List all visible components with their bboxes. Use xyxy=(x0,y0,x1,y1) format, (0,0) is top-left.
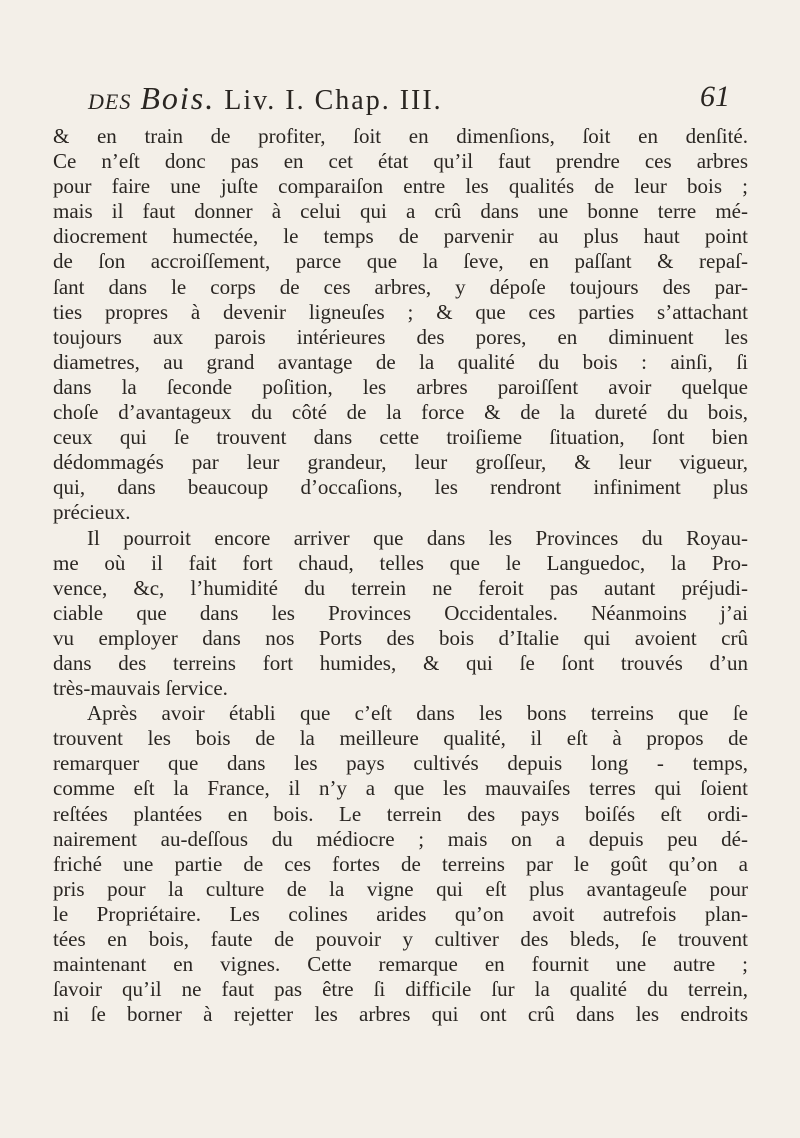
text-line: vence, &c, l’humidité du terrein ne feroit pas autant préjudi- xyxy=(53,575,748,600)
text-line: & en train de profiter, ſoit en dimenſions, ſoit en denſité. xyxy=(53,124,748,148)
text-line: remarquer que dans les pays cultivés depuis long - temps, xyxy=(53,751,748,776)
text-line: dans la ſeconde poſition, les arbres paroiſſent avoir quelque xyxy=(53,374,748,399)
running-title-bois: Bois. xyxy=(140,80,216,116)
text-line: diametres, au grand avantage de la qualité du bois : ainſi, ſi xyxy=(53,349,748,374)
running-title xyxy=(88,80,443,117)
text-line: ſant dans le corps de ces arbres, y dépoſe toujours des par- xyxy=(53,274,748,299)
text-line: me où il fait fort chaud, telles que le Languedoc, la Pro- xyxy=(53,550,748,575)
text-line: pour faire une juſte comparaiſon entre les qualités de leur bois ; xyxy=(53,174,748,199)
text-line: Après avoir établi que c’eſt dans les bons terreins que ſe xyxy=(87,701,748,726)
text-line: précieux. xyxy=(53,500,131,525)
text-line: nairement au-deſſous du médiocre ; mais on a depuis peu dé- xyxy=(53,826,748,851)
text-line: de ſon accroiſſement, parce que la ſeve, en paſſant & repaſ- xyxy=(53,249,748,274)
text-line: dédommagés par leur grandeur, leur groſſeur, & leur vigueur, xyxy=(53,450,748,475)
text-line: Il pourroit encore arriver que dans les Provinces du Royau- xyxy=(87,525,748,550)
text-line: comme eſt la France, il n’y a que les mauvaiſes terres qui ſoient xyxy=(53,776,748,801)
text-line: choſe d’avantageux du côté de la force & de la dureté du bois, xyxy=(53,400,748,425)
text-line: pris pour la culture de la vigne qui eſt plus avantageuſe pour xyxy=(53,876,748,901)
page-number: 61 xyxy=(700,80,730,113)
text-line: ni ſe borner à rejetter les arbres qui ont crû dans les endroits xyxy=(53,1002,748,1027)
text-line: ceux qui ſe trouvent dans cette troiſieme ſituation, ſont bien xyxy=(53,425,748,450)
text-line: qui, dans beaucoup d’occaſions, les rendront infiniment plus xyxy=(53,475,748,500)
text-line: le Propriétaire. Les colines arides qu’on avoit autrefois plan- xyxy=(53,901,748,926)
body-text xyxy=(53,124,748,1027)
text-line: diocrement humectée, le temps de parvenir au plus haut point xyxy=(53,224,748,249)
text-line: Ce n’eſt donc pas en cet état qu’il faut prendre ces arbres xyxy=(53,149,748,174)
text-line: ciable que dans les Provinces Occidentales. Néanmoins j’ai xyxy=(53,600,748,625)
text-line: tées en bois, faute de pouvoir y cultiver des bleds, ſe trouvent xyxy=(53,927,748,951)
text-line: reſtées plantées en bois. Le terrein des pays boiſés eſt ordi- xyxy=(53,801,748,826)
running-title-des: DES xyxy=(88,89,132,114)
text-line: friché une partie de ces fortes de terreins par le goût qu’on a xyxy=(53,851,748,876)
text-line: trouvent les bois de la meilleure qualité, il eſt à propos de xyxy=(53,726,748,751)
text-line: très-mauvais ſervice. xyxy=(53,676,228,701)
text-line: vu employer dans nos Ports des bois d’Italie qui avoient crû xyxy=(53,625,748,650)
text-line: ſavoir qu’il ne faut pas être ſi difficile ſur la qualité du terrein, xyxy=(53,977,748,1002)
text-line: toujours aux parois intérieures des pores, en diminuent les xyxy=(53,324,748,349)
text-line: dans des terreins fort humides, & qui ſe ſont trouvés d’un xyxy=(53,650,748,675)
text-line: mais il faut donner à celui qui a crû dans une bonne terre mé- xyxy=(53,199,748,224)
running-title-chapter: Liv. I. Chap. III. xyxy=(224,85,443,116)
text-line: ties propres à devenir ligneuſes ; & que ces parties s’attachant xyxy=(53,299,748,324)
running-header xyxy=(88,80,748,120)
text-line: maintenant en vignes. Cette remarque en fournit une autre ; xyxy=(53,952,748,977)
